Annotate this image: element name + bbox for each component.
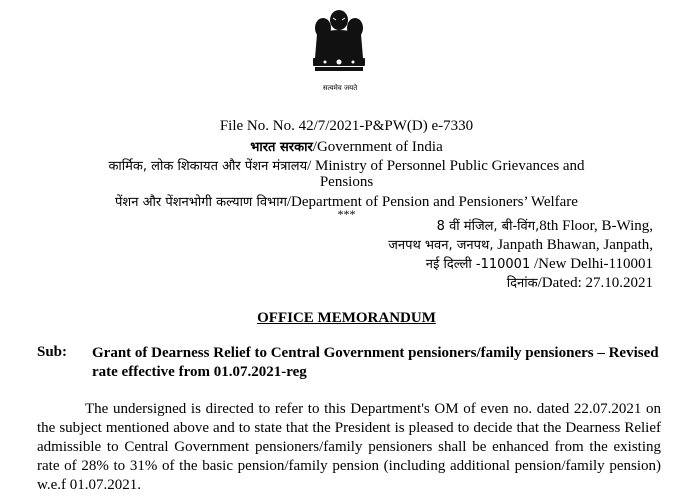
govt-english: /Government of India — [312, 139, 443, 155]
ministry-english: / Ministry of Personnel Public Grievances and — [307, 158, 585, 174]
memo-body: The undersigned is directed to refer to this Department's OM of even no. dated 22.07.2021 on the subject mentioned above and to state that the President is pleased to decide that the Dearness Relief admissible to Central Government pensioners/family pensioners shall be enhanced from the existing rate of 28% to 31% of the basic pension/family pension (including additional pension/family pension) w.e.f 01.07.2021. — [37, 401, 661, 493]
date-line: दिनांक/Dated: 27.10.2021 — [506, 275, 653, 291]
emblem-motto: सत्यमेव जयते — [322, 84, 358, 92]
address-line-2: जनपथ भवन, जनपथ, Janpath Bhawan, Janpath, — [388, 237, 653, 253]
ministry-line — [0, 156, 693, 175]
govt-hindi: भारत सरकार — [250, 140, 313, 155]
ministry-hindi: कार्मिक, लोक शिकायत और पेंशन मंत्रालय — [108, 159, 308, 174]
department-english: /Department of Pension and Pensioners’ Welfare — [286, 194, 578, 210]
subject-text: Grant of Dearness Relief to Central Government pensioners/family pensioners – Revised rate effective from 01.07.2021-reg — [92, 345, 659, 380]
address-line-3: नई दिल्ली -110001 /New Delhi-110001 — [425, 256, 653, 272]
govt-line — [0, 137, 693, 156]
subject-label: Sub: — [37, 344, 68, 360]
department-hindi: पेंशन और पेंशनभोगी कल्याण विभाग — [115, 195, 287, 210]
file-number: File No. No. 42/7/2021-P&PW(D) e-7330 — [219, 118, 474, 134]
address-line-1: 8 वीं मंजिल, बी-विंग,8th Floor, B-Wing, — [436, 218, 653, 234]
ministry-line-2: Pensions — [319, 174, 374, 190]
memo-title: OFFICE MEMORANDUM — [257, 310, 436, 326]
separator: *** — [337, 207, 356, 221]
national-emblem-icon — [303, 6, 375, 86]
